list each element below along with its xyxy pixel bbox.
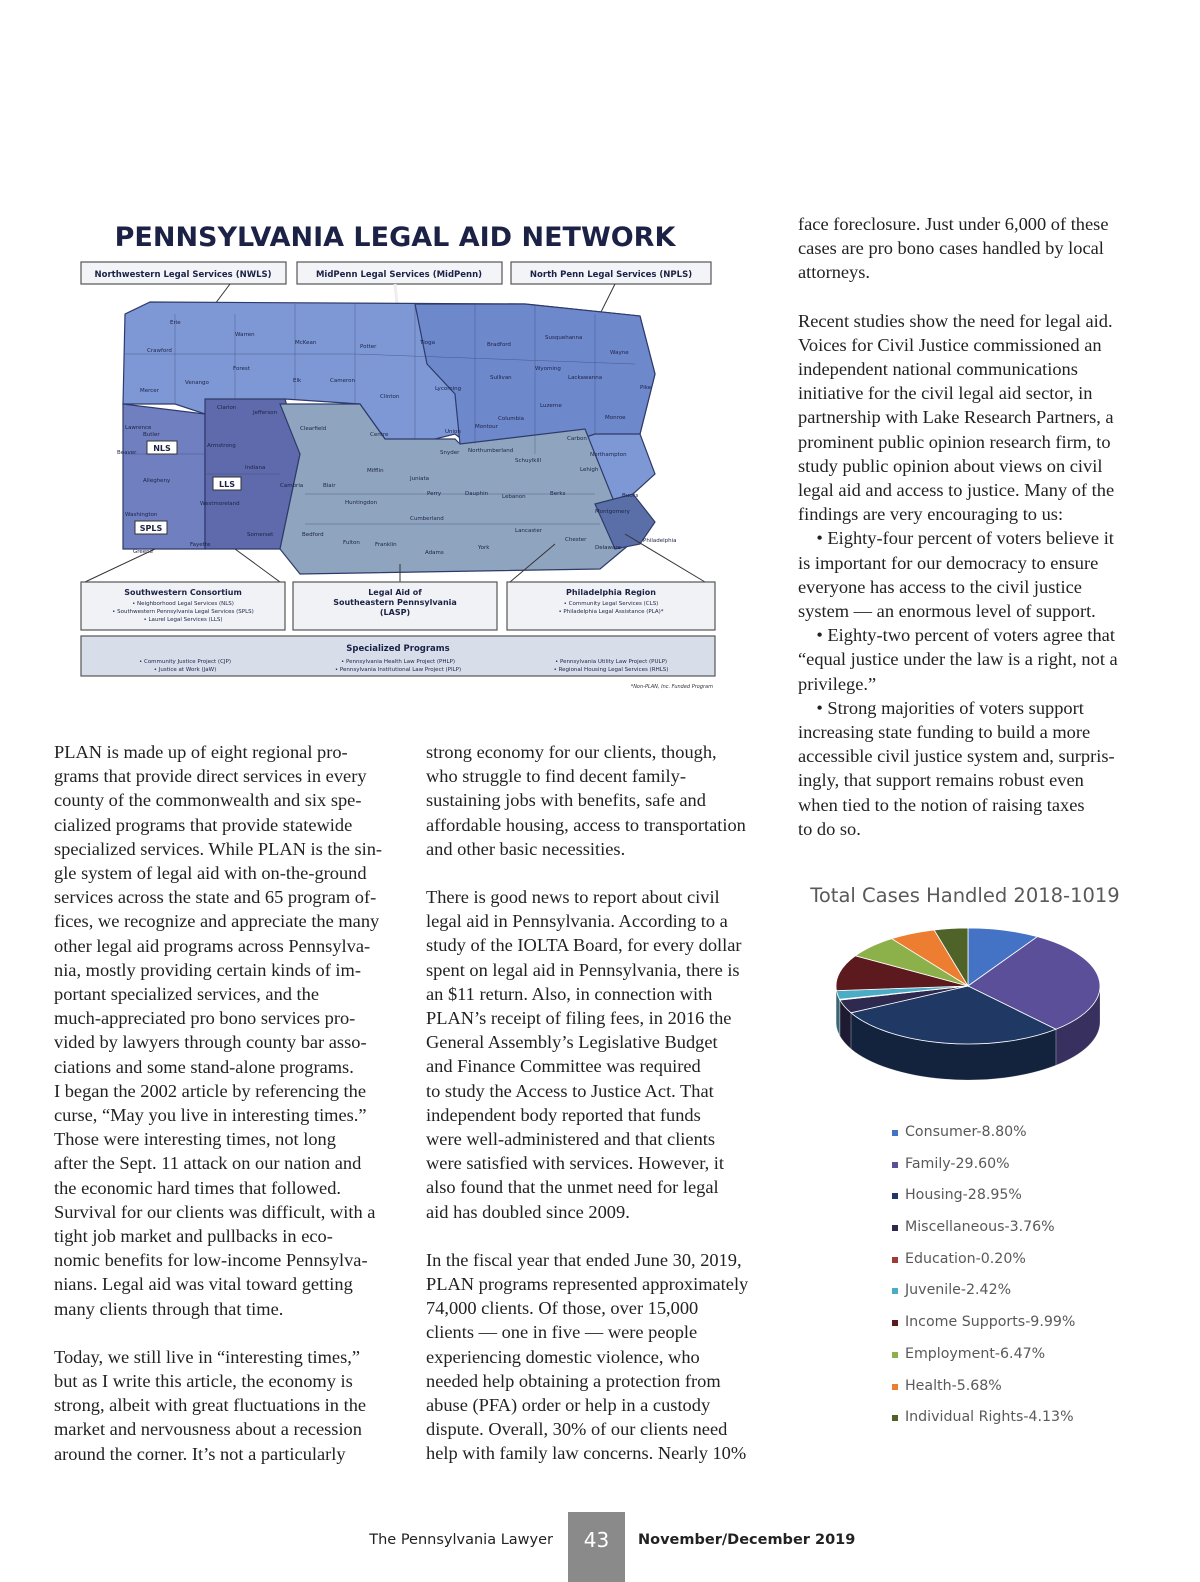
text-line: after the Sept. 11 attack on our nation and [54,1153,362,1174]
svg-text:Armstrong: Armstrong [207,443,236,449]
text-line: help with family law concerns. Nearly 10% [426,1443,747,1464]
text-line: nia, mostly providing certain kinds of im- [54,959,361,980]
text-line: and other basic necessities. [426,838,626,859]
svg-text:Bucks: Bucks [622,493,639,499]
svg-text:Montour: Montour [475,424,498,430]
svg-text:Venango: Venango [185,380,209,386]
svg-text:Schuylkill: Schuylkill [515,458,542,464]
text-line: vided by lawyers through county bar asso- [54,1032,367,1053]
text-line: an $11 return. Also, in connection with [426,983,713,1004]
svg-text:McKean: McKean [295,340,317,346]
svg-text:Delaware: Delaware [595,545,621,551]
issue-date: November/December 2019 [638,1532,856,1548]
svg-text:Westmoreland: Westmoreland [200,501,240,507]
svg-text:SPLS: SPLS [139,524,163,533]
svg-text:• Laurel Legal Services (LLS): • Laurel Legal Services (LLS) [143,617,223,623]
svg-text:Dauphin: Dauphin [465,491,489,497]
svg-text:Tioga: Tioga [420,340,435,346]
specialized-programs-box [81,636,715,690]
svg-text:Mercer: Mercer [140,388,159,394]
map-title: PENNSYLVANIA LEGAL AID NETWORK [114,222,676,253]
text-line: experiencing domestic violence, who [426,1346,700,1367]
article-column-3 [798,212,1118,841]
svg-text:Wyoming: Wyoming [535,366,561,372]
svg-text:Adams: Adams [425,550,444,556]
svg-text:(LASP): (LASP) [379,608,411,617]
text-line: system — an enormous level of support. [798,601,1096,622]
text-line: legal aid and access to justice. Many of the [798,480,1115,501]
svg-text:Lawrence: Lawrence [125,425,152,431]
legend-label: Housing-28.95% [905,1187,1022,1204]
svg-text:• Justice at Work (JaW): • Justice at Work (JaW) [153,667,217,673]
legend-swatch [892,1130,898,1136]
text-line: to do so. [798,818,861,839]
text-line: but as I write this article, the economy is [54,1371,353,1392]
text-line [54,1321,382,1345]
text-line: who struggle to find decent family- [426,766,686,787]
svg-text:Franklin: Franklin [375,542,397,548]
text-line: needed help obtaining a protection from [426,1370,721,1391]
text-line: county of the commonwealth and six spe- [54,790,362,811]
text-line: is important for our democracy to ensure [798,552,1099,573]
svg-text:Susquehanna: Susquehanna [545,335,583,341]
article-column-1 [54,740,382,1466]
text-line: sustaining jobs with benefits, safe and [426,790,706,811]
article-column-2 [426,740,748,1466]
text-line: findings are very encouraging to us: [798,504,1064,525]
legend-item [892,1346,1075,1378]
text-line: privilege.” [798,673,877,694]
chart-legend [892,1124,1075,1441]
text-line: market and nervousness about a recession [54,1419,362,1440]
svg-text:Legal Aid of: Legal Aid of [368,588,422,597]
svg-text:Potter: Potter [360,344,377,350]
legend-swatch [892,1384,898,1390]
svg-text:Clarion: Clarion [217,405,237,411]
text-line: spent on legal aid in Pennsylvania, there is [426,959,740,980]
text-line: nomic benefits for low-income Pennsylva- [54,1250,368,1271]
svg-text:Bradford: Bradford [487,342,511,348]
svg-text:Perry: Perry [427,491,442,497]
box-nwls: Northwestern Legal Services (NWLS) [94,270,272,280]
text-line: cialized programs that provide statewide [54,814,353,835]
svg-text:Beaver: Beaver [117,450,137,456]
text-line: nians. Legal aid was vital toward getting [54,1274,353,1295]
svg-text:Snyder: Snyder [440,450,460,456]
svg-text:Montgomery: Montgomery [595,509,630,515]
text-line: many clients through that time. [54,1298,284,1319]
text-line: Voices for Civil Justice commissioned an [798,334,1102,355]
text-line: PLAN programs represented approximately [426,1274,749,1295]
text-line: I began the 2002 article by referencing the [54,1080,366,1101]
text-line: were satisfied with services. However, it [426,1153,725,1174]
chart-title: Total Cases Handled 2018-1019 [810,884,1120,907]
text-line: independent national communications [798,359,1078,380]
legend-label: Miscellaneous-3.76% [905,1219,1055,1236]
svg-text:Juniata: Juniata [410,476,430,482]
page-number: 43 [583,1528,610,1552]
text-line: everyone has access to the civil justice [798,576,1082,597]
legend-label: Health-5.68% [905,1377,1002,1394]
legend-swatch [892,1257,898,1263]
text-line [798,285,1118,309]
svg-text:Clinton: Clinton [380,394,400,400]
text-line [426,861,748,885]
text-line: ingly, that support remains robust even [798,770,1084,791]
svg-text:Jefferson: Jefferson [253,410,278,416]
text-line: cases are pro bono cases handled by local [798,238,1104,259]
text-line: around the corner. It’s not a particularly [54,1443,346,1464]
svg-text:Southeastern Pennsylvania: Southeastern Pennsylvania [333,598,457,607]
text-line: attorneys. [798,262,871,283]
svg-text:Union: Union [445,429,461,435]
text-line: In the fiscal year that ended June 30, 2019, [426,1249,742,1270]
text-line: portant specialized services, and the [54,984,320,1005]
legend-label: Juvenile-2.42% [905,1282,1012,1299]
svg-text:Butler: Butler [143,432,160,438]
map-bottom-boxes [81,582,715,630]
legend-label: Education-0.20% [905,1250,1026,1267]
text-line: increasing state funding to build a more [798,722,1091,743]
svg-text:York: York [478,545,490,551]
map-footnote: *Non-PLAN, Inc. Funded Program [630,684,713,690]
text-line: 74,000 clients. Of those, over 15,000 [426,1298,699,1319]
svg-text:Berks: Berks [550,491,566,497]
svg-text:NLS: NLS [153,444,171,453]
text-line: legal aid in Pennsylvania. According to a [426,911,728,932]
legend-swatch [892,1162,898,1168]
svg-text:• Pennsylvania Health Law Proj: • Pennsylvania Health Law Project (PHLP) [340,659,456,665]
page-number-box [568,1512,625,1582]
text-line: accessible civil justice system and, surpris- [798,746,1115,767]
svg-text:• Community Justice Project (C: • Community Justice Project (CJP) [138,659,232,665]
svg-text:Allegheny: Allegheny [143,478,171,484]
text-line: PLAN’s receipt of filing fees, in 2016 the [426,1008,732,1029]
text-line: face foreclosure. Just under 6,000 of these [798,214,1109,234]
text-line: tight job market and pullbacks in eco- [54,1226,333,1247]
legend-swatch [892,1225,898,1231]
svg-text:Philadelphia Region: Philadelphia Region [566,588,656,597]
text-line: prominent public opinion research firm, to [798,431,1111,452]
svg-text:Wayne: Wayne [610,350,629,356]
legend-swatch [892,1415,898,1421]
svg-text:Forest: Forest [233,366,250,372]
svg-text:Sullivan: Sullivan [490,375,512,381]
svg-text:Chester: Chester [565,537,587,543]
text-line: • Strong majorities of voters support [798,697,1084,718]
legend-swatch [892,1288,898,1294]
svg-text:• Regional Housing Legal Servi: • Regional Housing Legal Services (RHLS) [553,667,669,673]
legend-item [892,1282,1075,1314]
text-line: partnership with Lake Research Partners, a [798,407,1114,428]
text-line: when tied to the notion of raising taxes [798,794,1085,815]
svg-text:Blair: Blair [323,483,336,489]
svg-text:Pike: Pike [640,385,652,391]
text-line: study public opinion about views on civil [798,455,1103,476]
text-line: curse, “May you live in interesting times.” [54,1105,367,1126]
text-line: Survival for our clients was difficult, with a [54,1201,376,1222]
text-line: dispute. Overall, 30% of our clients need [426,1419,728,1440]
svg-text:Elk: Elk [293,378,302,384]
svg-text:• Neighborhood Legal Services: • Neighborhood Legal Services (NLS) [132,601,234,607]
text-line: other legal aid programs across Pennsylva- [54,935,371,956]
text-line [426,1224,748,1248]
legend-item [892,1156,1075,1188]
legend-label: Family-29.60% [905,1155,1010,1172]
legend-label: Employment-6.47% [905,1345,1046,1362]
svg-text:Cameron: Cameron [330,378,355,384]
svg-text:Centre: Centre [370,432,389,438]
text-line: were well-administered and that clients [426,1129,716,1150]
svg-text:Huntingdon: Huntingdon [345,500,378,506]
text-line: the economic hard times that followed. [54,1177,342,1198]
svg-text:Warren: Warren [235,332,255,338]
text-line: much-appreciated pro bono services pro- [54,1008,356,1029]
svg-text:Erie: Erie [170,320,181,326]
text-line: fices, we recognize and appreciate the many [54,911,380,932]
svg-text:• Southwestern Pennsylvania Le: • Southwestern Pennsylvania Legal Services (SPLS) [112,609,254,615]
text-line: initiative for the civil legal aid sector, in [798,383,1093,404]
svg-text:• Pennsylvania Institutional L: • Pennsylvania Institutional Law Project (PILP) [334,667,462,673]
text-line: grams that provide direct services in every [54,766,367,787]
svg-text:Luzerne: Luzerne [540,403,562,409]
svg-text:Cambria: Cambria [280,483,304,489]
svg-text:Somerset: Somerset [247,532,274,538]
publication-name: The Pennsylvania Lawyer [369,1532,553,1548]
svg-text:Monroe: Monroe [605,415,626,421]
svg-text:• Pennsylvania Utility Law Pro: • Pennsylvania Utility Law Project (PULP) [554,659,668,665]
svg-text:• Community Legal Services (CL: • Community Legal Services (CLS) [563,601,659,607]
text-line: Recent studies show the need for legal aid. [798,310,1113,331]
svg-text:Columbia: Columbia [498,416,524,422]
pie-chart [830,924,1110,1094]
svg-text:Southwestern Consortium: Southwestern Consortium [124,588,242,597]
legend-label: Individual Rights-4.13% [905,1409,1074,1426]
text-line: General Assembly’s Legislative Budget [426,1032,718,1053]
text-line: independent body reported that funds [426,1104,701,1125]
text-line: Those were interesting times, not long [54,1129,336,1150]
text-line: • Eighty-two percent of voters agree that [798,625,1115,646]
text-line: study of the IOLTA Board, for every dollar [426,935,742,956]
text-line: also found that the unmet need for legal [426,1177,719,1198]
text-line: abuse (PFA) order or help in a custody [426,1395,711,1416]
legend-item [892,1409,1075,1441]
box-npls: North Penn Legal Services (NPLS) [529,270,693,280]
svg-text:Clearfield: Clearfield [300,426,327,432]
text-line: affordable housing, access to transportation [426,814,746,835]
svg-text:• Philadelphia Legal Assistanc: • Philadelphia Legal Assistance (PLA)* [558,609,664,615]
svg-text:Northampton: Northampton [590,452,627,458]
legend-label: Consumer-8.80% [905,1124,1027,1140]
text-line: strong, albeit with great fluctuations in the [54,1395,367,1416]
legend-item [892,1314,1075,1346]
legend-item [892,1187,1075,1219]
svg-text:Washington: Washington [125,512,158,518]
legend-swatch [892,1352,898,1358]
text-line: “equal justice under the law is a right, not a [798,649,1118,670]
svg-text:Fulton: Fulton [343,540,360,546]
svg-text:Fayette: Fayette [190,542,211,548]
svg-text:Greene: Greene [133,549,154,555]
svg-text:Lebanon: Lebanon [502,494,526,500]
svg-text:Bedford: Bedford [302,532,324,538]
text-line: specialized services. While PLAN is the sin- [54,838,383,859]
text-line: • Eighty-four percent of voters believe it [798,528,1114,549]
legend-item [892,1378,1075,1410]
box-midpenn: MidPenn Legal Services (MidPenn) [315,270,483,280]
text-line: There is good news to report about civil [426,887,720,908]
text-line: gle system of legal aid with on-the-ground [54,863,367,884]
page-footer [0,1512,1200,1582]
svg-text:Lancaster: Lancaster [515,528,542,534]
legend-swatch [892,1320,898,1326]
legend-item [892,1124,1075,1156]
text-line: and Finance Committee was required [426,1056,701,1077]
svg-text:Cumberland: Cumberland [410,516,444,522]
legend-swatch [892,1193,898,1199]
svg-text:LLS: LLS [219,480,235,489]
text-line: Today, we still live in “interesting times,” [54,1346,361,1367]
text-line: PLAN is made up of eight regional pro- [54,742,348,762]
text-line: services across the state and 65 program of- [54,887,377,908]
svg-text:Crawford: Crawford [147,348,172,354]
text-line: aid has doubled since 2009. [426,1201,630,1222]
svg-text:Lycoming: Lycoming [435,386,462,392]
text-line: clients — one in five — were people [426,1322,698,1343]
svg-text:Indiana: Indiana [245,465,266,471]
svg-text:Northumberland: Northumberland [468,448,514,454]
svg-text:Carbon: Carbon [567,436,587,442]
svg-text:Mifflin: Mifflin [367,468,384,474]
text-line: to study the Access to Justice Act. That [426,1080,714,1101]
legend-item [892,1251,1075,1283]
svg-text:Philadelphia: Philadelphia [643,538,677,544]
text-line: strong economy for our clients, though, [426,742,717,762]
svg-text:Lehigh: Lehigh [580,467,599,473]
text-line: ciations and some stand-alone programs. [54,1056,354,1077]
svg-text:Specialized Programs: Specialized Programs [346,644,450,654]
legend-item [892,1219,1075,1251]
legend-label: Income Supports-9.99% [905,1314,1076,1331]
legal-aid-network-map [55,204,735,694]
svg-text:Lackawanna: Lackawanna [568,375,603,381]
